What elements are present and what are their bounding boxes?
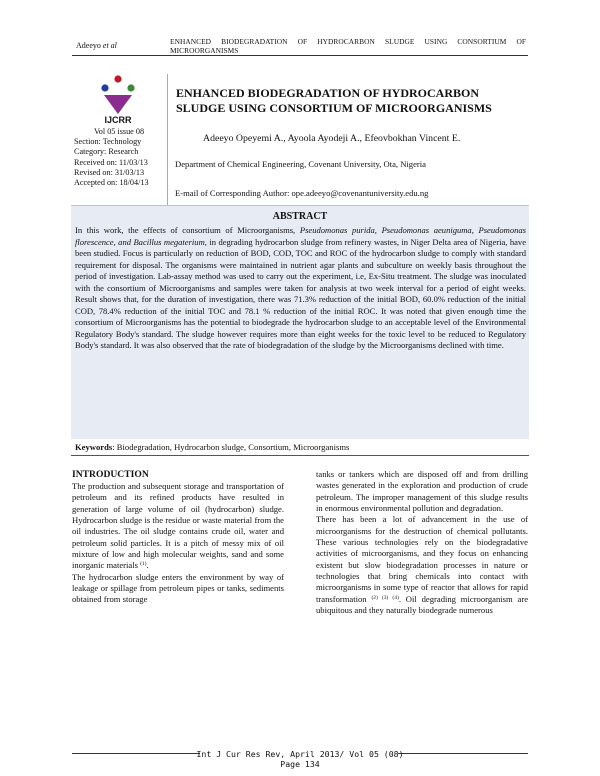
citation-ref: (1) [140, 561, 147, 568]
section-heading: INTRODUCTION [72, 469, 149, 480]
abstract-heading: ABSTRACT [272, 211, 328, 222]
body-column-left [72, 469, 284, 606]
paragraph: The hydrocarbon sludge enters the environment by way of leakage or spillage from petroleum pipes or tanks, sediments obtained from storage [72, 571, 284, 605]
page-number: Page 134 [280, 759, 320, 769]
keywords-rule [71, 455, 529, 456]
accepted-date: Accepted on: 18/04/13 [74, 178, 149, 188]
paragraph: The production and subsequent storage and transportation of petroleum and its refined products have resulted in generation of large volume of oil (hydrocarbon) sludge. Hydrocarbon sludge is the residue or waste material from the oil industries. The oil sludge contains crude oil, water and petroleum solid particles. It is a pitch of messy mix of oil mixture of low and high molecular weights, sand and some inorganic materials $^{(1)}$. [72, 481, 284, 571]
footer-citation: Int J Cur Res Rev, April 2013/ Vol 05 (08) [196, 749, 404, 759]
authors: Adeeyo Opeyemi A., Ayoola Ayodeji A., Efeovbokhan Vincent E. [203, 133, 461, 144]
article-info [74, 127, 164, 188]
abstract-box [71, 205, 529, 439]
running-header-author: Adeeyo et al [76, 41, 117, 50]
volume-issue: Vol 05 issue 08 [93, 127, 145, 136]
paragraph: There has been a lot of advancement in the use of microorganisms for the destruction of chemical pollutants. These various technologies rely on the biodegradative activities of microorganisms, and they focus on enhancing existent but slow biodegradation processes in nature or technologies that bring chemicals into contact with microorganisms in some type of reactor that allows for rapid transformation $^{(2) (3) (4)}$. Oil degrading microorganism are ubiquitous and they naturally biodegrade numerous [316, 514, 529, 616]
column-divider [167, 74, 168, 206]
corresponding-email: E-mail of Corresponding Author: ope.adeeyo@covenantuniversity.edu.ng [175, 188, 429, 198]
body-column-right [316, 469, 528, 616]
journal-name: IJCRR [104, 115, 132, 125]
affiliation: Department of Chemical Engineering, Covenant University, Ota, Nigeria [175, 159, 426, 169]
received-date: Received on: 11/03/13 [74, 157, 148, 167]
paper-title: ENHANCED BIODEGRADATION OF HYDROCARBON SLUDGE USING CONSORTIUM OF MICROORGANISMS [176, 86, 492, 115]
category: Category: Research [74, 147, 139, 157]
page-footer [72, 749, 528, 769]
journal-logo-icon [96, 74, 140, 118]
paragraph: tanks or tankers which are disposed off and from drilling wastes generated in the exploration and production of crude petroleum. The improper management of this sludge results in enormous environmental pollution and degradation. [316, 469, 528, 514]
header-rule [72, 55, 528, 56]
running-header-title: ENHANCED BIODEGRADATION OF HYDROCARBON SLUDGE USING CONSORTIUM OF MICROORGANISMS [170, 37, 526, 55]
keywords: Keywords: Biodegradation, Hydrocarbon sludge, Consortium, Microorganisms [75, 442, 350, 452]
citation-ref: (2) (3) (4) [371, 594, 399, 601]
abstract-text: In this work, the effects of consortium of Microorganisms, Pseudomonas purida, Pseudomonas aeuniguma, Pseudomonas florescence, and Bacillus megaterium, in degrading hydrocarbon sludge from refinery wastes, in Niger Delta area of Nigeria, have been studied. Focus is particularly on reduction of BOD, COD, TOC and ROC of the hydrocarbon sludge to comply with standard requirement for disposal. The organisms were maintained in nutrient agar plants and subculture on weekly basis throughout the period of investigation. Lab-assay method was used to carry out the experiment, i.e, Ex-Situ treatment. The sludge was inoculated with the consortium of Microorganisms and samples were taken for analysis at two week interval for a period of eight weeks. Result shows that, for the duration of investigation, there was 71.3% reduction of the initial BOD, 60.0% reduction of the initial COD, 78.4% reduction of the initial TOC and 78.1 % reduction of the initial ROC. It was noted that given enough time the consortium of Microorganisms has the potential to biodegrade the hydrocarbon sludge to an acceptable level of the Environmental Regulatory Body's standard. The sludge however requires more than eight weeks for the toxic level to be reduced to Regulatory Body's standard. It was also observed that the rate of biodegradation of the sludge by the Microorganisms declined with time. [75, 225, 526, 351]
section: Section: Technology [74, 137, 142, 147]
revised-date: Revised on: 31/03/13 [74, 167, 145, 177]
